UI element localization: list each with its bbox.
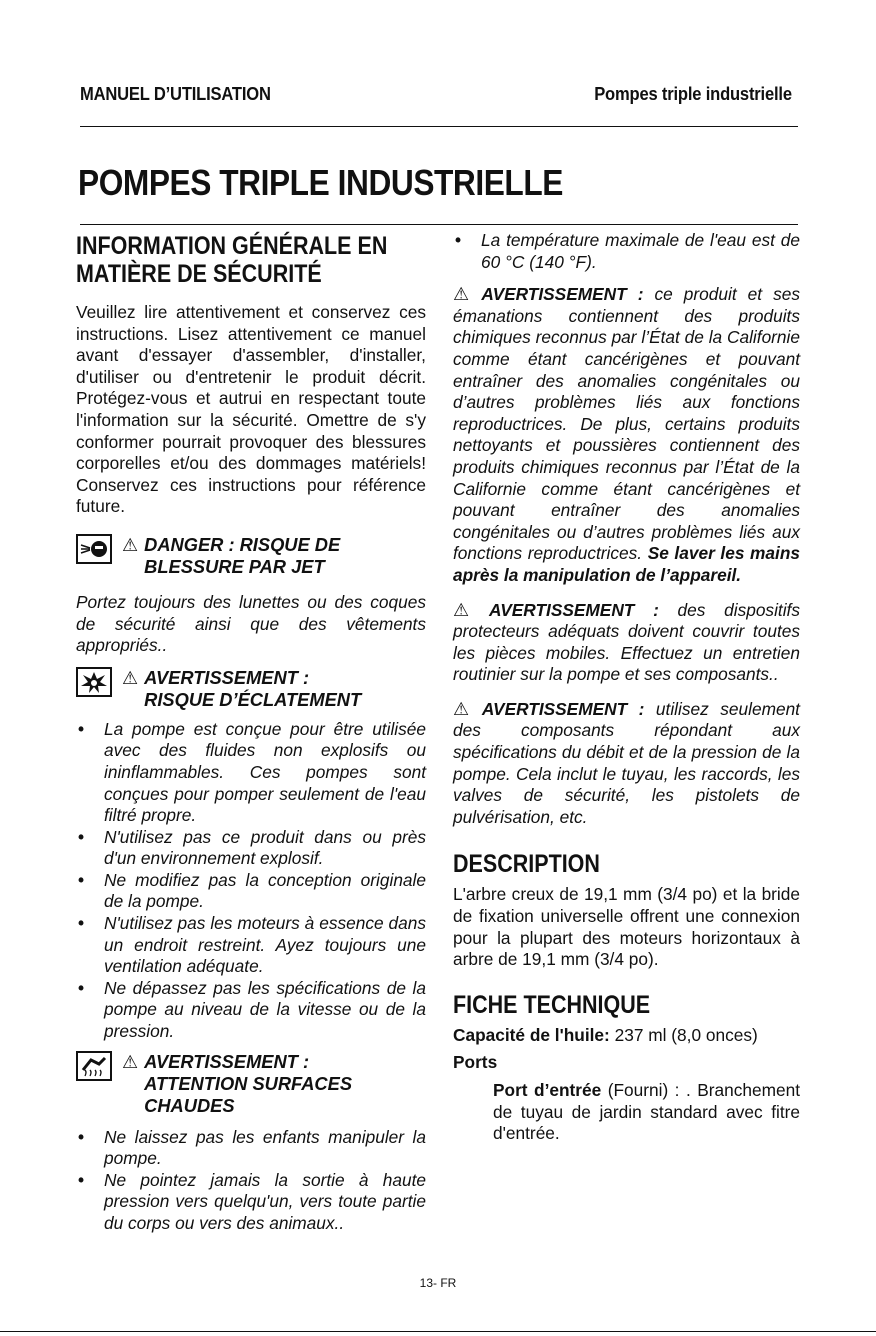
- list-item: • Ne pointez jamais la sortie à haute pression vers quelqu'un, vers toute partie du corps ou vers des animaux..: [78, 1169, 426, 1233]
- safety-heading-line1: INFORMATION GÉNÉRALE EN: [76, 232, 388, 260]
- list-item: • N'utilisez pas ce produit dans ou près d'un environnement explosif.: [78, 826, 426, 869]
- danger-text: Portez toujours des lunettes ou des coques de sécurité ainsi que des vêtements appropriés..: [76, 591, 426, 656]
- warning-triangle-icon: ⚠: [453, 599, 484, 620]
- list-item: • Ne dépassez pas les spécifications de la pompe au niveau de la vitesse ou de la pression.: [78, 977, 426, 1042]
- oil-capacity: Capacité de l'huile: 237 ml (8,0 onces): [453, 1024, 758, 1045]
- header-divider: [80, 126, 798, 127]
- warning-triangle-icon: ⚠: [122, 1051, 139, 1072]
- warning-triangle-icon: ⚠: [453, 698, 476, 719]
- safety-heading-line2: MATIÈRE DE SÉCURITÉ: [76, 260, 322, 288]
- burst-list: [76, 719, 426, 1043]
- warning-triangle-icon: ⚠: [122, 667, 139, 688]
- warning-triangle-icon: ⚠: [122, 534, 139, 555]
- title-divider: [80, 224, 798, 225]
- danger-title: [144, 534, 340, 578]
- burst-title-line1: AVERTISSEMENT :: [144, 666, 310, 688]
- spray-injury-icon: [76, 534, 112, 564]
- hot-surface-list: [76, 1127, 426, 1235]
- explosion-icon: [76, 667, 112, 697]
- hot-title-line3: CHAUDES: [144, 1094, 235, 1116]
- list-item: • Ne laissez pas les enfants manipuler la pompe.: [78, 1126, 426, 1169]
- warning-triangle-icon: ⚠: [453, 284, 476, 305]
- burst-title: [144, 667, 361, 711]
- hot-title-line1: AVERTISSEMENT :: [144, 1050, 310, 1072]
- page-title: POMPES TRIPLE INDUSTRIELLE: [78, 162, 563, 203]
- hot-surface-icon: [76, 1051, 112, 1081]
- list-item: • La température maximale de l'eau est de 60 °C (140 °F).: [455, 230, 800, 272]
- running-header-right: Pompes triple industrielle: [594, 84, 792, 104]
- page-number: 13- FR: [419, 1276, 457, 1290]
- bottom-divider: [0, 1331, 876, 1332]
- hot-title-line2: ATTENTION SURFACES: [144, 1072, 353, 1094]
- danger-title-line2: BLESSURE PAR JET: [144, 555, 325, 577]
- running-header-left: MANUEL D’UTILISATION: [80, 84, 271, 104]
- chemical-warning: ⚠ AVERTISSEMENT : ce produit et ses émanations contiennent des produits chimiques reconnus par l’État de la Californie comme étant cancérigènes et pouvant entraîner des anomalies congénitales ou d’autres problèmes liés aux fonctions reproductrices. De plus, certains produits nettoyants et poussières contiennent des produits chimiques reconnus par l’État de la Californie comme étant cancérigènes et pouvant entraîner des anomalies congénitales ou d’autres problèmes liés aux fonctions reproductrices. Se laver les mains après la manipulation de l’appareil.: [453, 284, 801, 585]
- specs-heading: FICHE TECHNIQUE: [453, 990, 651, 1019]
- hot-surface-alert: [76, 1051, 426, 1117]
- list-item: • N'utilisez pas les moteurs à essence dans un endroit restreint. Ayez toujours une ventilation adéquate.: [78, 913, 426, 977]
- right-column: [453, 228, 800, 1145]
- description-heading: DESCRIPTION: [453, 850, 600, 879]
- list-item: • La pompe est conçue pour être utilisée avec des fluides non explosifs ou ininflammables. Ces pompes sont conçues pour pomper seulement de l'eau filtré propre.: [78, 718, 426, 826]
- hot-surface-title: [144, 1051, 352, 1117]
- safety-intro: Veuillez lire attentivement et conservez ces instructions. Lisez attentivement ce manuel avant d'essayer d'assembler, d'installer, d'utiliser ou d'entretenir le produit décrit. Protégez-vous et autrui en respectant toute l'information sur la sécurité. Omettre de s'y conformer pourrait provoquer des blessures corporelles et/ou des dommages matériels! Conservez ces instructions pour référence future.: [76, 302, 426, 517]
- guard-warning: ⚠ AVERTISSEMENT : des dispositifs protecteurs adéquats doivent couvrir toutes les pièces mobiles. Effectuez un entretien routinier sur la pompe et ses composants..: [453, 599, 800, 685]
- list-item: • Ne modifiez pas la conception originale de la pompe.: [78, 869, 426, 912]
- left-column: [76, 228, 426, 1235]
- inlet-port: Port d’entrée (Fourni) : . Branchement de tuyau de jardin standard avec fitre d'entrée.: [493, 1080, 801, 1144]
- ports-label: Ports: [453, 1052, 498, 1073]
- danger-title-line1: DANGER : RISQUE DE: [144, 533, 341, 555]
- temperature-list: [453, 230, 800, 273]
- safety-heading: [76, 232, 388, 288]
- description-text: L'arbre creux de 19,1 mm (3/4 po) et la bride de fixation universelle offrent une connexion pour la plupart des moteurs horizontaux à arbre de 19,1 mm (3/4 po).: [453, 884, 800, 970]
- danger-alert: [76, 534, 426, 578]
- component-warning: ⚠ AVERTISSEMENT : utilisez seulement des composants répondant aux spécifications du débit et de la pression de la pompe. Cela inclut le tuyau, les raccords, les valves de sécurité, les pistolets de pulvérisation, etc.: [453, 698, 800, 827]
- burst-alert: [76, 667, 426, 711]
- burst-title-line2: RISQUE D’ÉCLATEMENT: [144, 688, 362, 710]
